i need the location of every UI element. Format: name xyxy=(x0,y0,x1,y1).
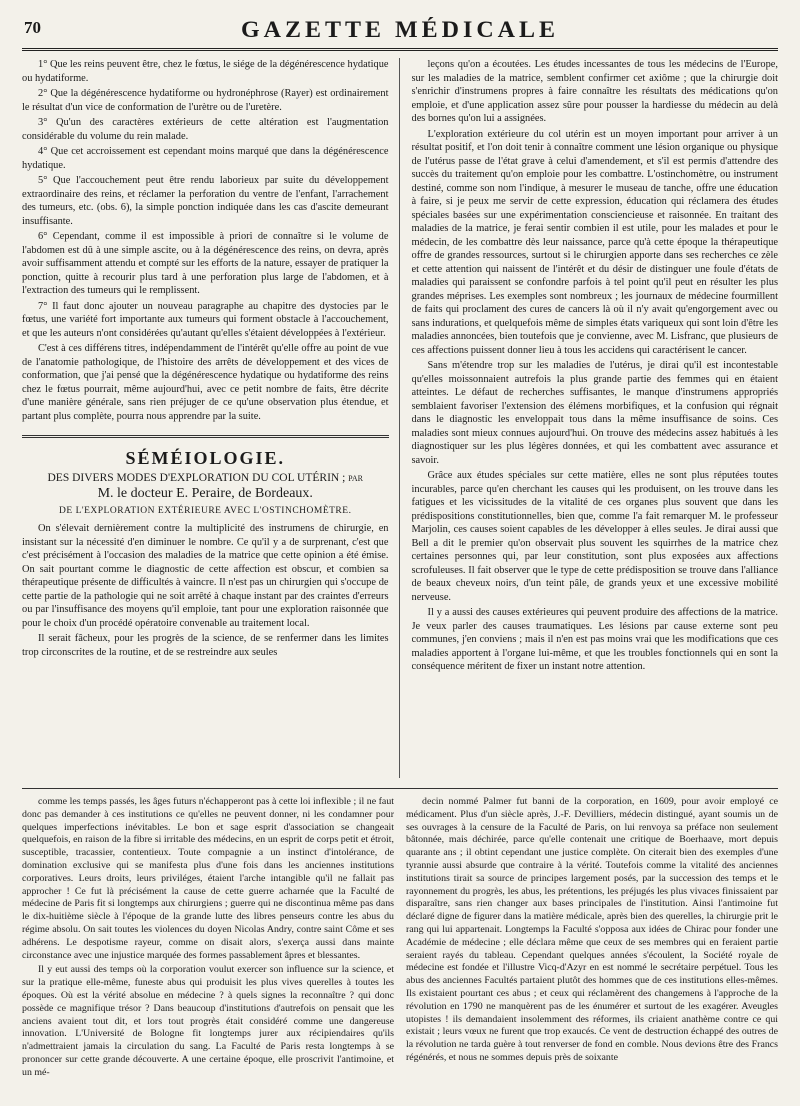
paragraph: 1° Que les reins peuvent être, chez le fœtus, le siége de la dégénérescence hydatique ou hydatiforme. xyxy=(22,59,389,84)
page-header xyxy=(22,12,778,51)
paragraph: Il serait fâcheux, pour les progrès de la science, de se renfermer dans les limites trop circonscrites de la routine, et de se restreindre aux seules xyxy=(22,633,389,658)
paragraph: On s'élevait dernièrement contre la multiplicité des instrumens de chirurgie, en insistant sur la nécessité d'en diminuer le nombre. Ce qu'il y a de surprenant, c'est que c'est précisément à l'occasion des maladies de la matrice que cette opinion a été émise. On sait pourtant comme le diagnostic de cette affection est obscur, et combien sa thérapeutique présente de difficultés à vaincre. Il n'est pas un chirurgien qui s'occupe de cette partie de la pathologie qui ne soit arrêté à chaque instant par des craintes d'erreurs ou par l'insuffisance des moyens qu'il emploie, tant pour une exploration raisonnée que pour le choix d'un procédé opératoire convenable au traitement local. xyxy=(22,523,389,629)
paragraph: leçons qu'on a écoutées. Les études incessantes de tous les médecins de l'Europe, sur les maladies de la matrice, semblent confirmer cet axiôme ; que la chirurgie doit s'enrichir d'instrumens propres à faire connaître les résultats des médications qu'on emploie, et d'une application assez sûre pour pousser la hardiesse du médecin au delà des bornes qu'on lui a assignées. xyxy=(411,59,778,124)
upper-right-column xyxy=(412,58,779,778)
feuilleton-divider xyxy=(22,788,778,789)
article-intro-block xyxy=(22,522,389,659)
paragraph: Sans m'étendre trop sur les maladies de l'utérus, je dirai qu'il est incontestable qu'elles moissonnaient autrefois la plus grande partie des femmes qui en étaient atteintes. Le défaut de recherches suffisantes, le manque d'instrumens appropriés semblaient favoriser l'extension des élémens morbifiques, et la confusion qui régnait dans le diagnostic les enveloppait tous dans la même insuffisance de soins. Ces maladies sont mieux connues aujourd'hui. On trouve des médecins assez habitués à les diagnostiquer sur les plus légères données, et qui les combattent avec assurance et savoir. xyxy=(411,360,778,466)
feuilleton-right-block xyxy=(406,796,778,1065)
lower-right-column xyxy=(406,796,778,1096)
paragraph: 7° Il faut donc ajouter un nouveau paragraphe au chapitre des dystocies par le fœtus, une variété fort importante aux tumeurs qui forment obstacle à l'accouchement, et que les auteurs n'ont considérées qu'autant qu'elles s'étaient développées à l'extérieur. xyxy=(22,300,389,339)
paragraph: C'est à ces différens titres, indépendamment de l'intérêt qu'elle offre au point de vue de l'anatomie pathologique, de l'histoire des arrêts de développement et des vices de conformation, que j'ai pensé que la dégénérescence hydatique ou hydatiforme des reins chez le fœtus pourrait, même aujourd'hui, avec ce petit nombre de faits, être décrite d'une manière générale, sans rien préjuger de ce qu'une observation plus étendue, et partant plus complète, pourra nous apprendre par la suite. xyxy=(22,343,389,422)
feuilleton-section xyxy=(22,796,778,1096)
paragraph: Grâce aux études spéciales sur cette matière, elles ne sont plus réputées toutes incurables, parce qu'en cherchant les causes qui les produisent, on les trouve dans les fatigues et les vicissitudes de la vitalité de ces organes plus souvent que dans les prédispositions constitutionnelles, bien que, comme l'a fait remarquer M. le professeur Marjolin, ces causes soient capables de les développer à elles seules. Je dirai aussi que Bell a dit le premier qu'on observait plus souvent les squirrhes de la matrice chez certaines personnes qui, par leur constitution, sont plus exposées aux affections scrofuleuses. Il fait observer que le type de cette prédisposition se trouve dans l'alliance de beaux cheveux noirs, d'un teint pâle, de grands yeux et une excessive mobilité nerveuse. xyxy=(411,470,778,603)
upper-left-column xyxy=(22,58,400,778)
feuilleton-left-block xyxy=(22,796,394,1080)
article-author: M. le docteur E. Peraire, de Bordeaux. xyxy=(97,486,313,501)
paragraph: comme les temps passés, les âges futurs n'échapperont pas à cette loi inflexible ; il ne faut donc pas demander à ces institutions ce qu'elles ne peuvent donner, ni les condamner pour quelques imperfections inévitables. Le bon et sage esprit d'association se changeait quelquefois, en raison de la fibre si irritable des médecins, en un esprit de corps petit et étroit, susceptible, tracassier, contentieux. Toute compagnie a un instinct d'intolérance, de domination exclusive qui se manifesta plus d'une fois dans les anciennes institutions corporatives. Leurs droits, leurs priviléges, étaient l'arche intangible qu'il ne fallait pas approcher ! Ce fut là précisément la cause de cette guerre acharnée que la Faculté de médecine de Paris fit si longtemps aux chirurgiens ; guerre qui ne discontinua même pas dans le dix-huitième siècle à l'époque de la grande lutte des libres penseurs contre les abus du régime absolu. On sait toutes les violences du doyen Nicolas Andry, contre saint Côme et ses adhérens. Le despotisme rayeur, comme on disait alors, s'exerça aussi dans mainte circonstance avec une injustice marquée des formes passablement âpres et blessantes. xyxy=(22,796,394,961)
page-number: 70 xyxy=(24,18,41,37)
upper-section xyxy=(22,58,778,778)
paragraph: L'exploration extérieure du col utérin est un moyen important pour arriver à un résultat positif, et l'on doit tenir à connaître comment une lésion organique ou physique de l'utérus passe de l'état grave à celui d'amendement, et s'il est permis d'attendre des succès du traitement qu'on emploie pour les combattre. L'ostinchomètre, ou instrument destiné, comme son nom l'indique, à mesurer le museau de tanche, offre une éducation à faire, si je peux me servir de cette expression, éducation qui réclamera des études spéciales basées sur une expérimentation consciencieuse et raisonnée. En traitant des maladies de la matrice, je ferai sentir combien il est utile, pour les malades et pour le médecin, de les combattre dès leur naissance, parce qu'à cette époque la thérapeutique offre de grandes ressources, surtout si le chirurgien apporte dans ses recherches ce zèle et cette attention qui naissent de l'intérêt et du désir de distinguer une foule d'états de maladies qui paraissent se confondre parfois à tel point qu'il peut en résulter les plus grandes méprises. Les exemples sont nombreux ; les journaux de médecine fourmillent de faits qui proclament des cures de cancers là où il n'y avait qu'engorgement avec ou sans indurations, et quelquefois même de simples états variqueux qui sont loin d'être les maladies annoncées, bien toutefois que je convienne, avec M. Lisfranc, que plusieurs de ces affections puissent donner lieu à tous les accidens qui caractérisent le cancer. xyxy=(411,128,778,356)
section-rule xyxy=(22,435,389,438)
paragraph: Il y eut aussi des temps où la corporation voulut exercer son influence sur la science, et sur la pratique elle-même, funeste abus qui produisit les plus vives querelles à toutes les époques. Où est la vérité absolue en médecine ? à quels signes la reconnaître ? qui donc possède ce magnifique trésor ? Dans beaucoup d'institutions d'autrefois on pensait que les anciens avaient tout dit, et lors tout progrès était considéré comme une dangereuse innovation. L'Université de Bologne fit longtemps jurer aux récipiendaires qu'ils n'admettraient jamais la circulation du sang. La Faculté de Paris resta longtemps à se prononcer sur cette grande découverte. A une certaine époque, elle proscrivit l'antimoine, et un mé- xyxy=(22,964,394,1078)
article-title xyxy=(22,471,389,502)
article-continuation-block xyxy=(412,58,779,674)
lower-left-column xyxy=(22,796,394,1096)
conclusions-block xyxy=(22,58,389,423)
paragraph: decin nommé Palmer fut banni de la corporation, en 1609, pour avoir employé ce médicament. Plus d'un siècle après, J.-F. Devilliers, médecin distingué, ayant soumis un de ses ouvrages à la censure de la Faculté de Paris, on lui renvoya sa préface non seulement bâtonnée, mais déchirée, parce qu'elle contenait une critique de Boerhaave, mort depuis quarante ans ; il obtint cependant une justice complète. On citerait bien des exemples d'une tyrannie aussi absurde que contraire à la vérité. Toutefois comme la vitalité des anciennes institutions tirait sa source de principes largement posés, par la succession des temps et le rayonnement du progrès, les abus, les prétentions, les préjugés les plus vivaces finissaient par disparaître, sans rien changer aux bases principales de l'institution. Ainsi l'antimoine fut déclaré digne de figurer dans la matière médicale, après bien des querelles, la chirurgie prit le rang qui lui appartenait. Longtemps la Faculté s'opposa aux idées de Chirac pour fonder une Académie de médecine ; elle déclara même que ceux de ses membres qui en feraient partie seraient rayés du tableau. Cependant quelques années s'écoulent, la Société royale de médecine est fondée et l'illustre Vicq-d'Azyr en est nommé le secrétaire perpétuel. Tous les abus des anciennes Facultés partaient plutôt des hommes que de ces institutions elles-mêmes. Ils existaient pourtant ces abus ; et ceux qui réclamèrent des changemens à l'approche de la révolution en 1790 ne manquèrent pas de les énumérer et surtout de les exagérer. Aveugles utopistes ! ils demandaient insolemment des réformes, ils criaient anathème contre ce qui existait ; leurs vœux ne furent que trop exaucés. Ce vent de destruction échappé des outres de la révolution ne tarda guère à tout renverser de fond en comble. Nous devions être des Francs régénérés, et nous ne sommes depuis près de soixante xyxy=(406,796,778,1063)
section-title: SÉMÉIOLOGIE. xyxy=(125,448,286,468)
paragraph: 4° Que cet accroissement est cependant moins marqué que dans la dégénérescence hydatique. xyxy=(22,146,389,171)
paragraph: 3° Qu'un des caractères extérieurs de cette altération est l'augmentation considérable du volume du rein malade. xyxy=(22,117,389,142)
paragraph: 5° Que l'accouchement peut être rendu laborieux par suite du développement extraordinaire des reins, et réclamer la perforation du ventre de l'enfant, l'arrachement des tumeurs, etc. (obs. 6), la simple ponction indiquée dans les cas d'ascite demeurant insuffisante. xyxy=(22,175,389,227)
paragraph: Il y a aussi des causes extérieures qui peuvent produire des affections de la matrice. Je veux parler des causes traumatiques. Les lésions par cause externe sont peu communes, j'en conviens ; mais il n'en est pas moins vrai que les modifications que ces maladies apportent à l'organe lui-même, et que les troubles fonctionnels qui en sont la conséquence méritent de fixer un instant notre attention. xyxy=(411,607,778,672)
journal-title: GAZETTE MÉDICALE xyxy=(240,16,560,43)
paragraph: 6° Cependant, comme il est impossible à priori de connaître si le volume de l'abdomen est dû à une simple ascite, ou à la dégénérescence des reins, on devra, après avoir suffisamment attendu et compté sur les efforts de la nature, essayer de pratiquer la ponction, quitte à recourir plus tard à une perforation plus large de l'abdomen, et à l'extraction des tumeurs qui le remplissent. xyxy=(22,231,389,296)
paragraph: 2° Que la dégénérescence hydatiforme ou hydronéphrose (Rayer) est ordinairement le résultat d'un vice de conformation de l'urètre ou de l'uretère. xyxy=(22,88,389,113)
subsection-title: DE L'EXPLORATION EXTÉRIEURE AVEC L'OSTINCHOMÈTRE. xyxy=(59,506,352,516)
article-subtitle: DES DIVERS MODES D'EXPLORATION DU COL UTÉRIN ; par xyxy=(47,472,363,484)
